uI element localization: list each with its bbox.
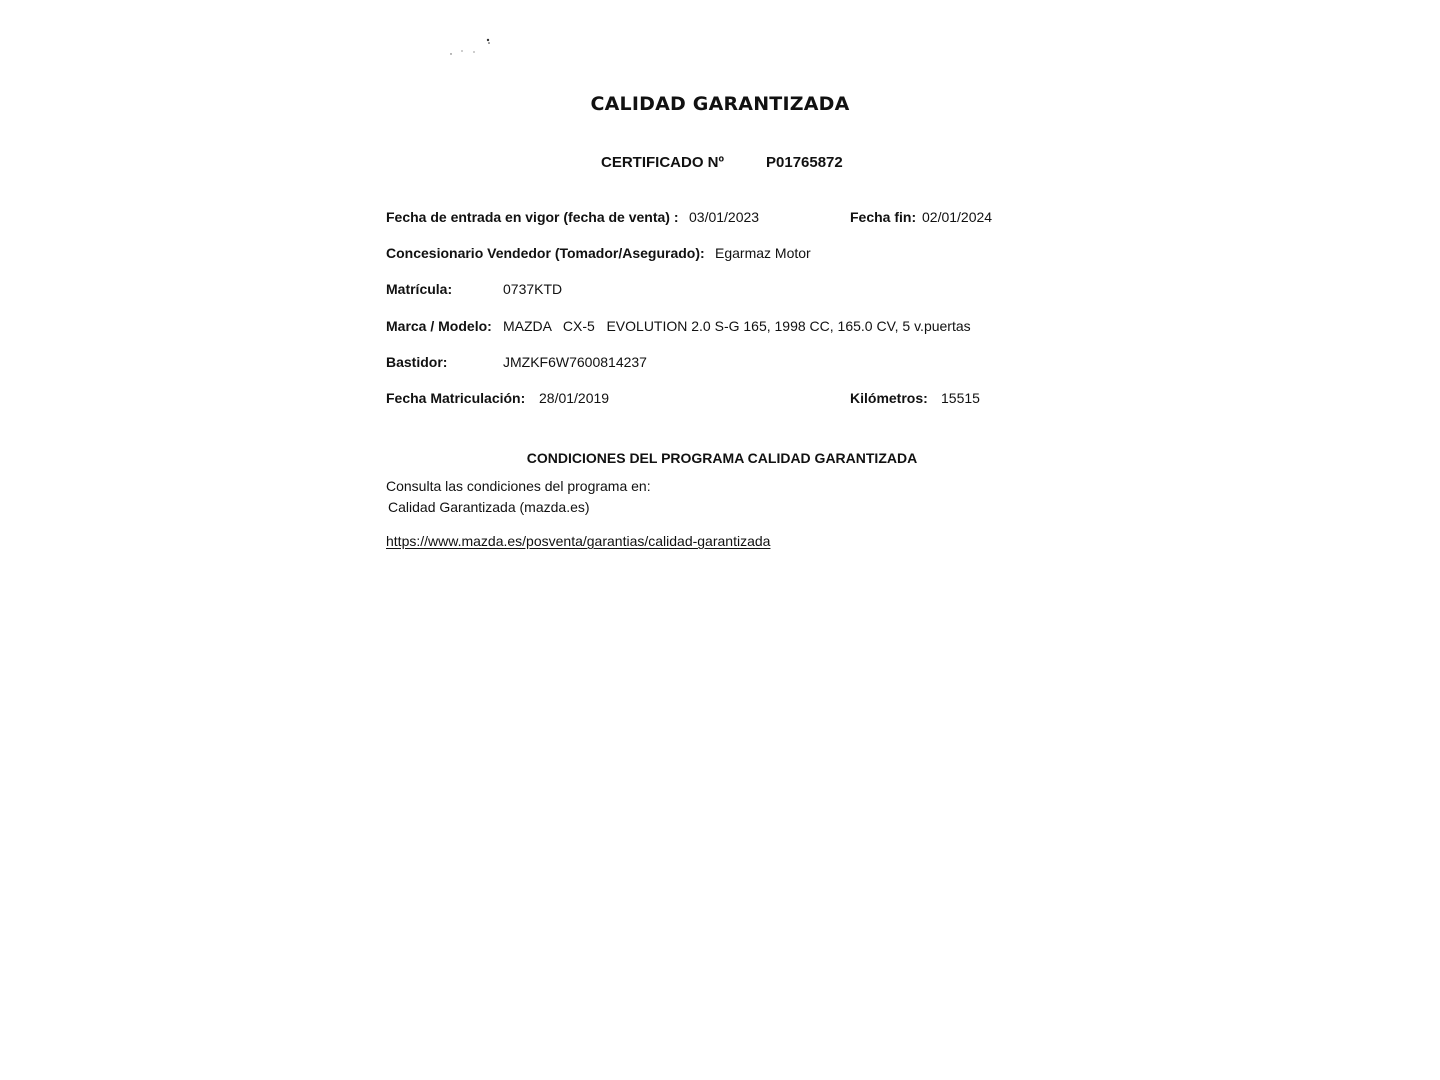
plate-value: 0737KTD — [503, 281, 563, 297]
scan-specks — [446, 36, 496, 58]
conditions-link[interactable]: https://www.mazda.es/posventa/garantias/calidad-garantizada — [386, 533, 771, 549]
end-date-label: Fecha fin: — [850, 209, 917, 225]
dealer-value: Egarmaz Motor — [715, 245, 811, 261]
registration-date-label: Fecha Matriculación: — [386, 390, 526, 406]
plate-label: Matrícula: — [386, 281, 453, 297]
start-date-value: 03/01/2023 — [689, 209, 760, 225]
km-value: 15515 — [941, 390, 980, 406]
chassis-value: JMZKF6W7600814237 — [503, 354, 647, 370]
certificate-label: CERTIFICADO Nº — [601, 154, 724, 171]
chassis-label: Bastidor: — [386, 354, 448, 370]
conditions-intro: Consulta las condiciones del programa en: — [386, 478, 651, 494]
end-date-value: 02/01/2024 — [922, 209, 993, 225]
dealer-label: Concesionario Vendedor (Tomador/Asegurado): — [386, 245, 705, 261]
program-name: Calidad Garantizada (mazda.es) — [388, 499, 590, 515]
km-label: Kilómetros: — [850, 390, 928, 406]
model-label: Marca / Modelo: — [386, 318, 492, 334]
start-date-label: Fecha de entrada en vigor (fecha de venta) : — [386, 209, 679, 225]
certificate-number: P01765872 — [766, 154, 843, 171]
conditions-heading: CONDICIONES DEL PROGRAMA CALIDAD GARANTIZADA — [526, 450, 918, 466]
registration-date-value: 28/01/2019 — [539, 390, 610, 406]
model-value: MAZDA CX-5 EVOLUTION 2.0 S-G 165, 1998 CC, 165.0 CV, 5 v.puertas — [503, 318, 971, 334]
document-title: CALIDAD GARANTIZADA — [590, 93, 850, 115]
